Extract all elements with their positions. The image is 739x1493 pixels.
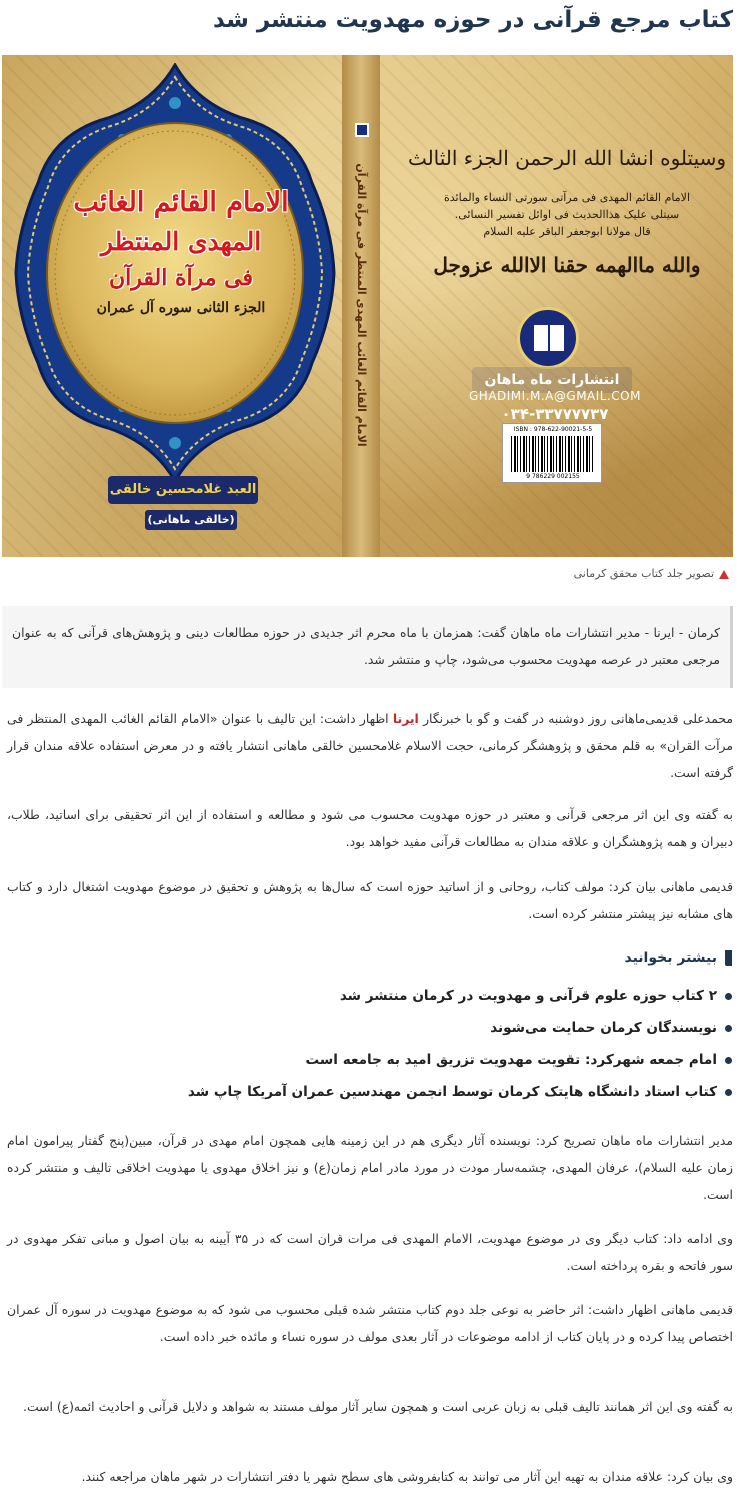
barcode-bars bbox=[511, 436, 595, 472]
read-more-item[interactable]: کتاب استاد دانشگاه هایتک کرمان توسط انجمن مهندسین عمران آمریکا چاپ شد bbox=[6, 1076, 732, 1108]
body-paragraph-2: به گفته وی این اثر مرجعی قرآنی و معتبر در حوزه مهدویت محسوب می شود و مطالعه و استفاده از این اثر تحقیقی برای اساتید، طلاب، دبیران و همه پژوهشگران و علاقه مندان به مطالعات قرآنی مفید خواهد بود. bbox=[7, 807, 733, 849]
read-more-item[interactable]: امام جمعه شهرکرد: تقویت مهدویت تزریق امید به جامعه است bbox=[6, 1044, 732, 1076]
read-more-title: بیشتر بخوانید bbox=[624, 950, 717, 966]
bullet-icon bbox=[725, 993, 732, 1000]
back-line1: وسیتلوه انشا الله الرحمن الجزء الثالث bbox=[407, 146, 727, 170]
read-more-item[interactable]: نویسندگان کرمان حمایت می‌شوند bbox=[6, 1012, 732, 1044]
spine-title: الامام القائم الغائب المهدی المنتظر فی مرآة القرآن bbox=[355, 163, 368, 447]
body-paragraph-5: وی ادامه داد: کتاب دیگر وی در موضوع مهدویت، الامام المهدی فی مرات قران است که در ۳۵ آیینه به بیان اصول و مبانی تفکر مهدوی در سور فاتحه و بقره پرداخته است. bbox=[7, 1231, 733, 1273]
cover-title-line4: الجزء الثانی سوره آل عمران bbox=[96, 300, 266, 316]
p1-before: محمدعلی قدیمی‌ماهانی روز دوشنبه در گفت و گو با خبرنگار bbox=[418, 711, 733, 726]
cover-title-line3: فی مرآة القرآن bbox=[108, 265, 254, 291]
read-more-heading bbox=[625, 946, 733, 970]
cover-title-line1: الامام القائم الغائب bbox=[73, 187, 289, 218]
body-paragraph-7: به گفته وی این اثر همانند تالیف قبلی به زبان عربی است و همچون سایر آثار مولف مستند به شواهد و دلایل قرآنی و احادیث ائمه(ع) است. bbox=[23, 1399, 733, 1414]
isbn-text: ISBN : 978-622-90021-5-5 bbox=[513, 426, 593, 433]
book-cover-image bbox=[2, 55, 733, 557]
publisher-phone: ۰۳۴-۳۳۷۷۷۷۳۷ bbox=[501, 405, 609, 423]
read-more-list bbox=[6, 980, 732, 1108]
body-paragraph-6: قدیمی ماهانی اظهار داشت: اثر حاضر به نوعی جلد دوم کتاب منتشر شده قبلی محسوب می شود که به موضوع مهدویت در سوره آل عمران اختصاص پیدا کرده و در پایان کتاب از ادامه موضوعات در آثار بعدی مولف در سوره نساء و مائده خبر داده است. bbox=[7, 1302, 733, 1344]
back-line3: سیتلی علیک هذاالحدیث فی اوائل تفسیر النسائی. bbox=[454, 208, 680, 221]
p1-after: اظهار داشت: این تالیف با عنوان «الامام القائم الغائب المهدی المنتظر فی مرآت القران» به قلم محقق و پژوهشگر کرمانی، حجت الاسلام غلامحسین خالقی ماهانی انتشار یافته و در معرض استفاده علاقه مندان قرار گرفته است. bbox=[7, 711, 733, 780]
bullet-icon bbox=[725, 1057, 732, 1064]
irna-link[interactable]: ایرنا bbox=[392, 711, 419, 726]
cover-author: العبد غلامحسین خالقی bbox=[108, 476, 258, 504]
caption-triangle-icon bbox=[719, 570, 729, 579]
bookmark-icon bbox=[725, 950, 732, 966]
body-paragraph-3: قدیمی ماهانی بیان کرد: مولف کتاب، روحانی و از اساتید حوزه است که سال‌ها به پژوهش و تحقیق در موضوع مهدویت اشتغال دارد و کتاب های مشابه نیز پیشتر منتشر کرده است. bbox=[7, 879, 733, 921]
back-line5: والله ماالهمه حقنا الاالله عزوجل bbox=[433, 253, 701, 277]
image-caption bbox=[574, 566, 729, 582]
body-paragraph-4: مدیر انتشارات ماه ماهان تصریح کرد: نویسنده آثار دیگری هم در این زمینه هایی همچون امام مهدی در قرآن، مبین(پنج گفتار پیرامون امام زمان علیه السلام)، عرفان المهدی، چشمه‌سار مودت در مورد مادر امام زمان(ع) و نیز اخلاق مهدوی یا مهدویت اخلاقی تالیف و منتشر کرده است. bbox=[7, 1133, 733, 1202]
body-paragraph-8: وی بیان کرد: علاقه مندان به تهیه این آثار می توانند به کتابفروشی های سطح شهر یا دفتر انتشارات در شهر ماهان مراجعه کنند. bbox=[81, 1469, 733, 1484]
cover-title-line2: المهدی المنتظر bbox=[100, 227, 262, 256]
caption-text: تصویر جلد کتاب محقق کرمانی bbox=[573, 567, 714, 580]
isbn-barcode bbox=[502, 423, 602, 483]
back-line4: قال مولانا ابوجعفر الباقر علیه السلام bbox=[483, 225, 651, 238]
bullet-icon bbox=[725, 1089, 732, 1096]
front-cover-title bbox=[46, 183, 316, 321]
back-cover-text bbox=[407, 143, 727, 280]
cover-author-sub: (خالقی ماهانی) bbox=[145, 510, 237, 530]
read-more-item[interactable]: ۲ کتاب حوزه علوم قرآنی و مهدویت در کرمان منتشر شد bbox=[6, 980, 732, 1012]
publisher-email: GHADIMI.M.A@GMAIL.COM bbox=[469, 389, 641, 403]
bullet-icon bbox=[725, 1025, 732, 1032]
publisher-name: انتشارات ماه ماهان bbox=[472, 367, 632, 393]
barcode-number: 9 786229 002155 bbox=[526, 473, 580, 480]
article-title: کتاب مرجع قرآنی در حوزه مهدویت منتشر شد bbox=[212, 7, 733, 33]
lead-paragraph: کرمان - ایرنا - مدیر انتشارات ماه ماهان گفت: همزمان با ماه محرم اثر جدیدی در حوزه مطالعات دینی و پژوهش‌های قرآنی که به عنوان مرجعی معتبر در عرصه مهدویت محسوب می‌شود، چاپ و منتشر شد. bbox=[2, 606, 733, 688]
back-line2: الامام القائم المهدی فی مرآتی سورتی النساء والمائدة bbox=[444, 191, 690, 204]
body-paragraph-1 bbox=[7, 705, 733, 786]
publisher-logo-icon bbox=[517, 307, 579, 369]
